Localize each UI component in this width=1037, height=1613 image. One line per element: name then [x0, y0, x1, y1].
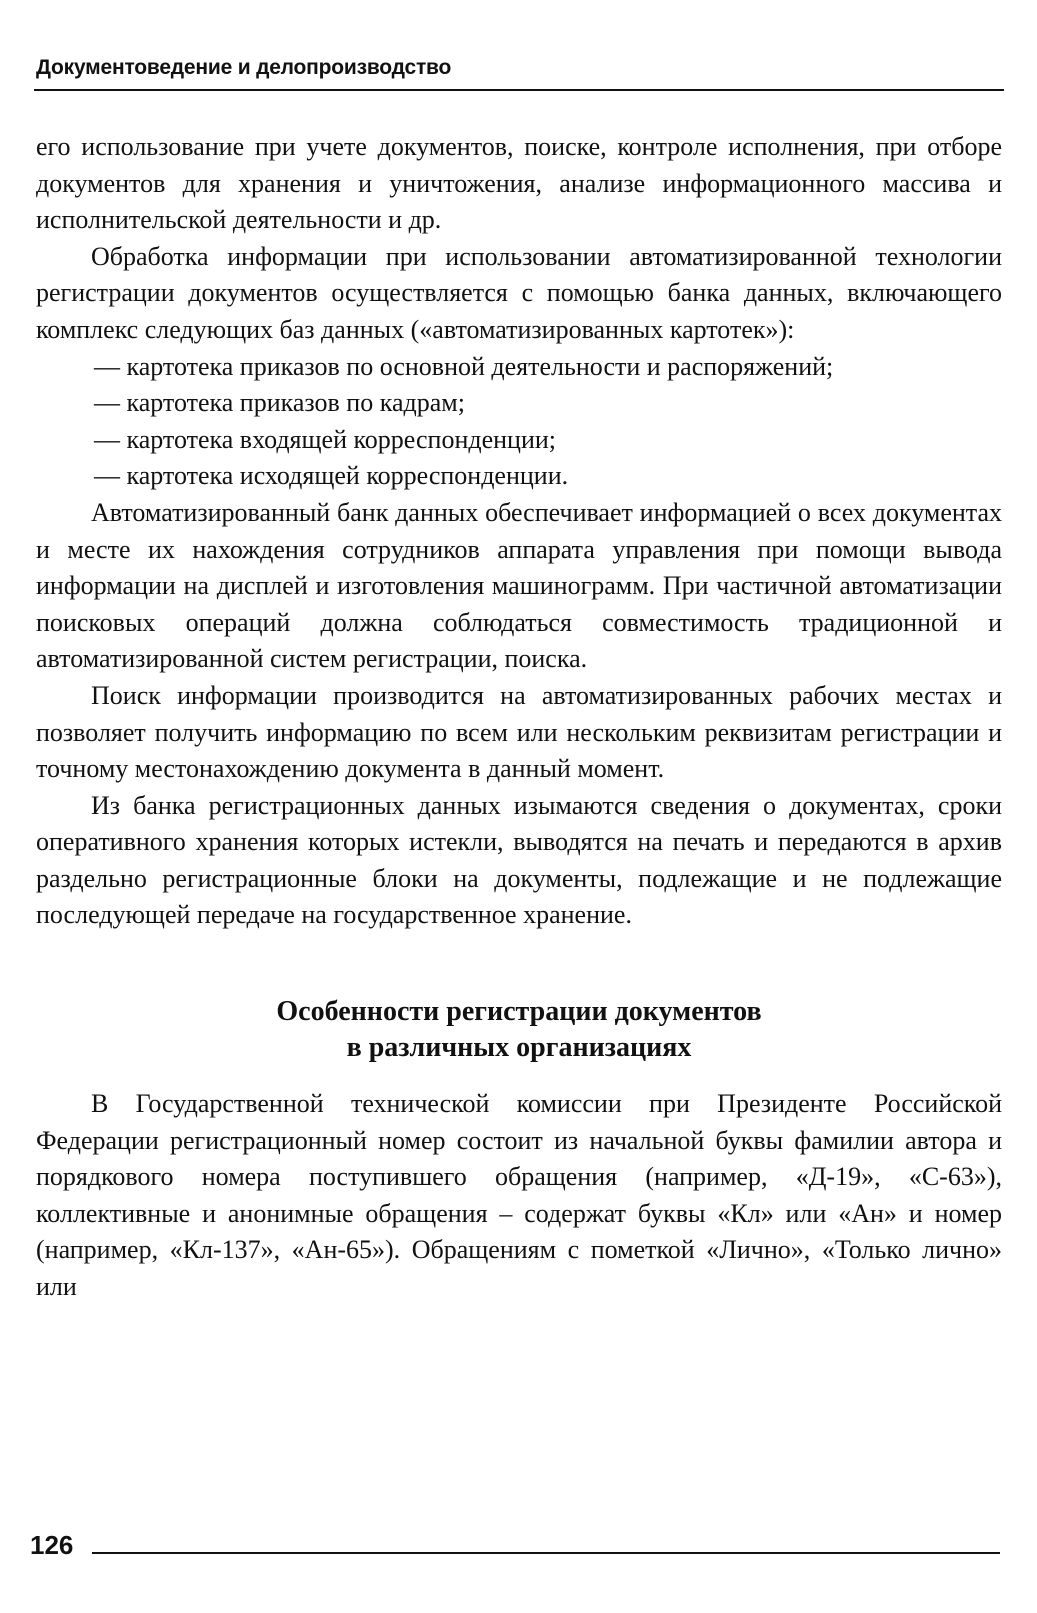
paragraph-continuation: его использование при учете документов, поиске, контроле исполнения, при отборе документов для хранения и уничтожения, анализе информационного массива и исполнительской деятельности и др.: [36, 132, 1002, 235]
body-text: [36, 129, 1002, 1306]
list-item: — картотека приказов по кадрам;: [94, 388, 465, 418]
section-heading-line: в различных организациях: [346, 1032, 692, 1064]
footer-rule: [92, 1552, 1000, 1554]
list-item: — картотека входящей корреспонденции;: [94, 424, 557, 454]
section-paragraph: В Государственной технической комиссии при Президенте Российской Федерации регистрационный номер состоит из начальной буквы фамилии автора и порядкового номера поступившего обращения (например, «Д-19», «С-63»), коллективные и анонимные обращения – содержат буквы «Кл» или «Ан» и номер (например, «Кл-137», «Ан-65»). Обращениям с пометкой «Лично», «Только лично» или: [36, 1089, 1002, 1302]
list-item: — картотека исходящей корреспонденции.: [94, 461, 569, 491]
section-heading-line: Особенности регистрации документов: [276, 996, 762, 1028]
list-item: — картотека приказов по основной деятельности и распоряжений;: [94, 351, 834, 381]
running-head: Документоведение и делопроизводство: [36, 56, 452, 79]
paragraph: Поиск информации производится на автоматизированных рабочих местах и позволяет получить информацию по всем или нескольким реквизитам регистрации и точному местонахождению документа в данный момент.: [36, 680, 1002, 784]
section-heading: [36, 994, 1002, 1066]
header-rule: [34, 89, 1004, 91]
paragraph: Автоматизированный банк данных обеспечивает информацией о всех документах и месте их нахождения сотрудников аппарата управления при помощи вывода информации на дисплей и изготовления машинограмм. При частичной автоматизации поисковых операций должна соблюдаться совместимость традиционной и автоматизированной систем регистрации, поиска.: [36, 497, 1002, 674]
card-index-list: [36, 349, 1002, 495]
paragraph: Обработка информации при использовании автоматизированной технологии регистрации документов осуществляется с помощью банка данных, включающего комплекс следующих баз данных («автоматизированных картотек»):: [36, 241, 1002, 344]
paragraph: Из банка регистрационных данных изымаются сведения о документах, сроки оперативного хранения которых истекли, выводятся на печать и передаются в архив раздельно регистрационные блоки на документы, подлежащие и не подлежащие последующей передаче на государственное хранение.: [36, 790, 1002, 930]
page-number: 126: [30, 1530, 74, 1560]
